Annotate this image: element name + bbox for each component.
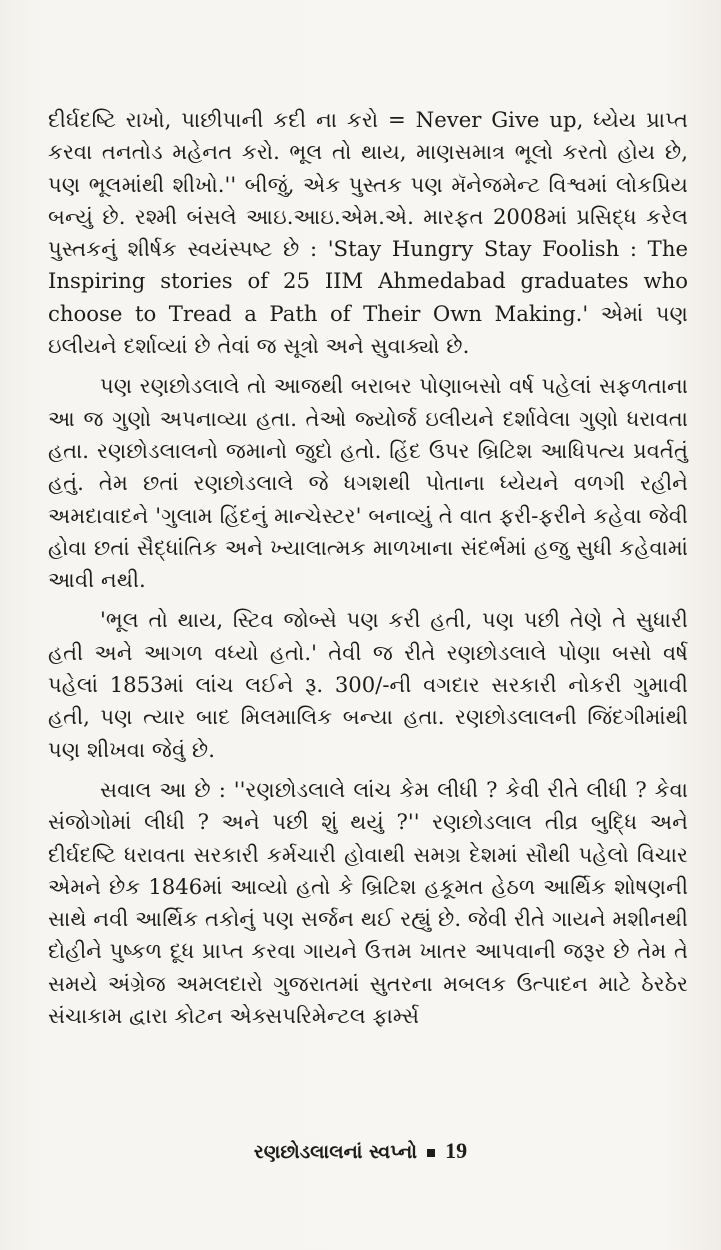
paragraph: 'ભૂલ તો થાય, સ્ટિવ જોબ્સે પણ કરી હતી, પણ પછી તેણે તે સુધારી હતી અને આગળ વધ્યો હતો.' તેવી જ રીતે રણછોડલાલે પોણા બસો વર્ષ પહેલાં 1853માં લાંચ લઈને રૂ. 300/-ની વગદાર સરકારી નોકરી ગુમાવી હતી, પણ ત્યાર બાદ મિલમાલિક બન્યા હતા. રણછોડલાલની જિંદગીમાંથી પણ શીખવા જેવું છે. [48, 607, 688, 762]
page-number: 19 [445, 1138, 468, 1163]
paragraph: પણ રણછોડલાલે તો આજથી બરાબર પોણાબસો વર્ષ પહેલાં સફળતાના આ જ ગુણો અપનાવ્યા હતા. તેઓ જ્યોર્જ ઇલીયને દર્શાવેલા ગુણો ધરાવતા હતા. રણછોડલાલનો જમાનો જુદો હતો. હિંદ ઉપર બ્રિટિશ આધિપત્ય પ્રવર્તતું હતું. તેમ છતાં રણછોડલાલે જે ધગશથી પોતાના ધ્યેયને વળગી રહીને અમદાવાદને 'ગુલામ હિંદનું માન્ચેસ્ટર' બનાવ્યું તે વાત ફરી-ફરીને કહેવા જેવી હોવા છતાં સૈદ્ધાંતિક અને ખ્યાલાત્મક માળખાના સંદર્ભમાં હજુ સુધી કહેવામાં આવી નથી. [48, 373, 688, 593]
body-text [48, 104, 688, 1032]
book-title: રણછોડલાલનાં સ્વપ્નો [253, 1141, 418, 1163]
paragraph: સવાલ આ છે : ''રણછોડલાલે લાંચ કેમ લીધી ? કેવી રીતે લીધી ? કેવા સંજોગોમાં લીધી ? અને પછી શું થયું ?'' રણછોડલાલ તીવ્ર બુદ્ધિ અને દીર્ઘદષ્ટિ ધરાવતા સરકારી કર્મચારી હોવાથી સમગ્ર દેશમાં સૌથી પહેલો વિચાર એમને છેક 1846માં આવ્યો હતો કે બ્રિટિશ હકૂમત હેઠળ આર્થિક શોષણની સાથે નવી આર્થિક તકોનું પણ સર્જન થઈ રહ્યું છે. જેવી રીતે ગાયને મશીનથી દોહીને પુષ્કળ દૂધ પ્રાપ્ત કરવા ગાયને ઉત્તમ ખાતર આપવાની જરૂર છે તેમ તે સમયે અંગ્રેજ અમલદારો ગુજરાતમાં સુતરના મબલક ઉત્પાદન માટે ઠેરઠેર સંચાકામ દ્વારા કોટન એક્સપરિમેન્ટલ ફાર્મ્સ [48, 776, 688, 1029]
paragraph: દીર્ઘદષ્ટિ રાખો, પાછીપાની કદી ના કરો = Never Give up, ધ્યેય પ્રાપ્ત કરવા તનતોડ મહેનત કરો. ભૂલ તો થાય, માણસમાત્ર ભૂલો કરતો હોય છે, પણ ભૂલમાંથી શીખો.'' બીજું, એક પુસ્તક પણ મૅનેજમેન્ટ વિશ્વમાં લોકપ્રિય બન્યું છે. રશ્મી બંસલે આઇ.આઇ.એમ.એ. મારફત 2008માં પ્રસિદ્ધ કરેલ પુસ્તકનું શીર્ષક સ્વયંસ્પષ્ટ છે : 'Stay Hungry Stay Foolish : The Inspiring stories of 25 IIM Ahmedabad graduates who choose to Tread a Path of Their Own Making.' એમાં પણ ઇલીયને દર્શાવ્યાં છે તેવાં જ સૂત્રો અને સુવાક્યો છે. [48, 107, 688, 359]
running-footer [0, 1138, 721, 1164]
separator-square-icon [427, 1149, 435, 1157]
